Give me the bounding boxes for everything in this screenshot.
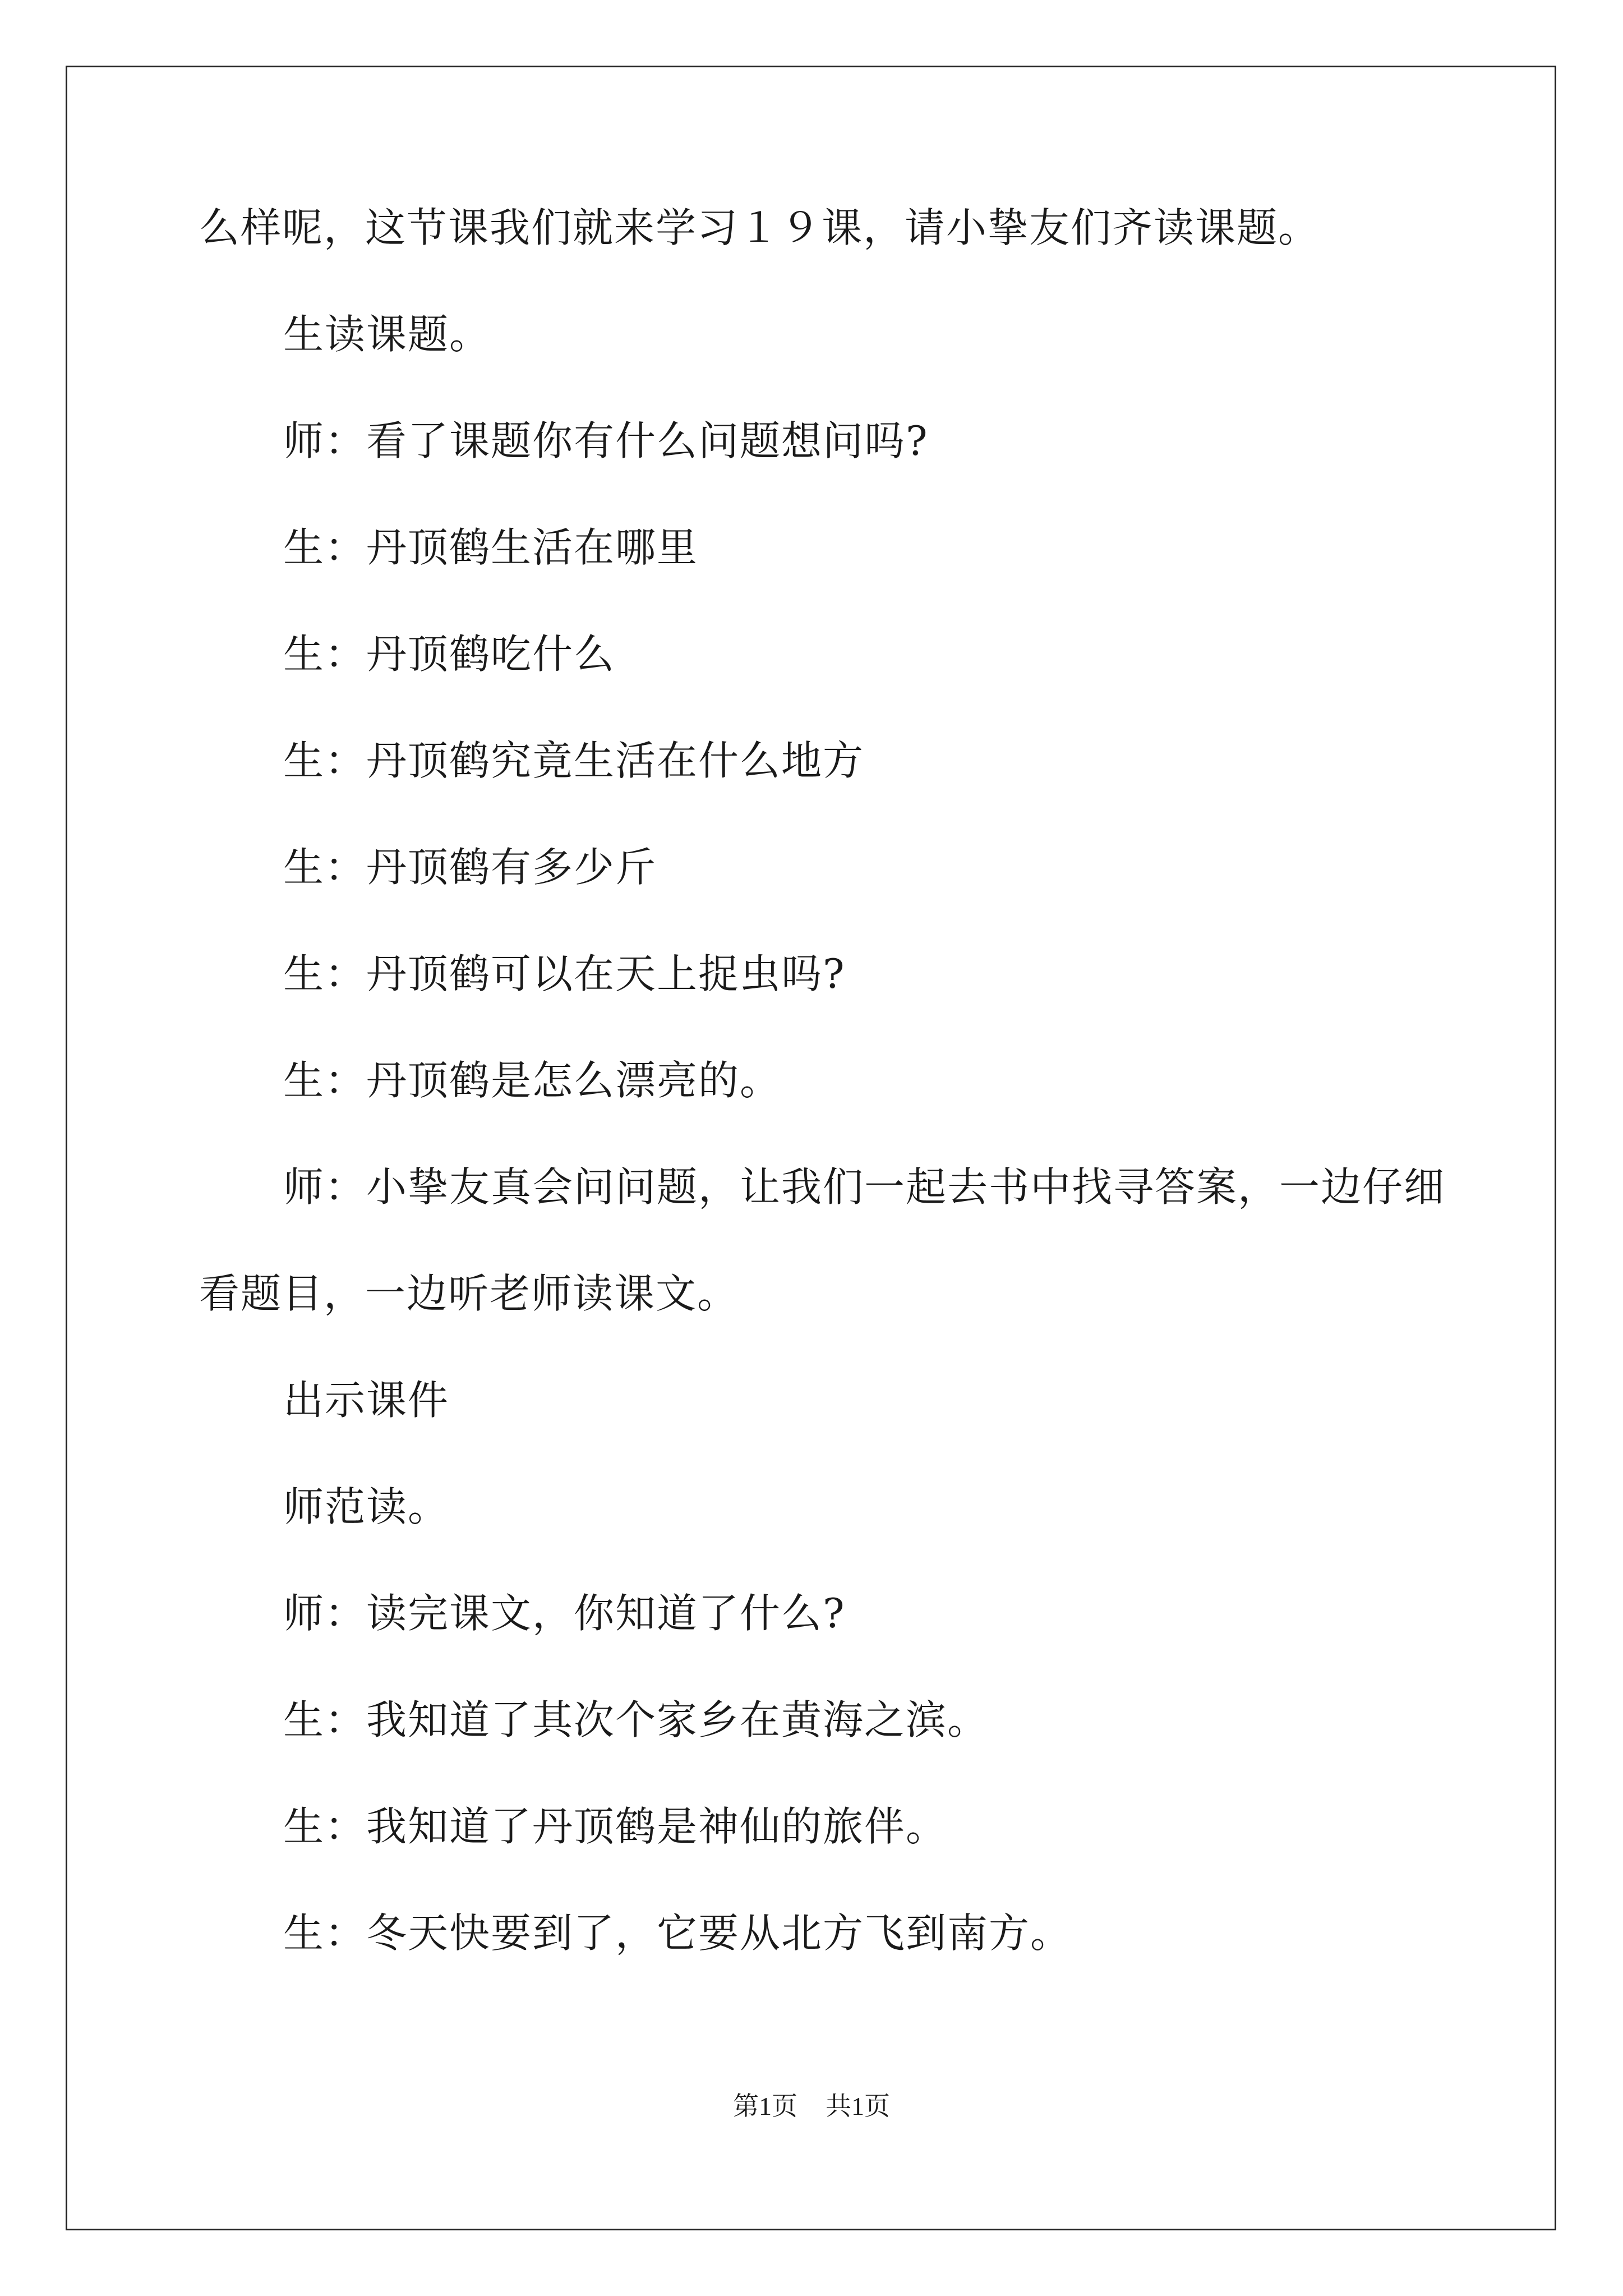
page-footer xyxy=(0,2092,1623,2120)
paragraph: 师：小挚友真会问问题，让我们一起去书中找寻答案，一边仔细 xyxy=(283,1163,1446,1211)
paragraph: 出示课件 xyxy=(283,1377,450,1424)
paragraph: 师：读完课文，你知道了什么? xyxy=(283,1590,846,1637)
paragraph: 么样呢，这节课我们就来学习１９课，请小挚友们齐读课题。 xyxy=(199,204,1320,251)
document-body xyxy=(199,204,1446,2019)
page-total: 共1页 xyxy=(826,2092,890,2120)
paragraph: 生：冬天快要到了，它要从北方飞到南方。 xyxy=(283,1910,1072,1957)
paragraph: 生：我知道了丹顶鹤是神仙的旅伴。 xyxy=(283,1803,948,1850)
paragraph: 生：丹顶鹤有多少斤 xyxy=(283,844,657,891)
paragraph: 生：丹顶鹤可以在天上捉虫吗? xyxy=(283,950,846,997)
paragraph: 生：丹顶鹤是怎么漂亮的。 xyxy=(283,1057,782,1104)
paragraph: 生：丹顶鹤生活在哪里 xyxy=(283,524,699,571)
paragraph: 生读课题。 xyxy=(283,311,491,358)
paragraph: 生：丹顶鹤吃什么 xyxy=(283,631,616,678)
paragraph: 师：看了课题你有什么问题想问吗? xyxy=(283,417,929,464)
paragraph: 师范读。 xyxy=(283,1483,450,1530)
paragraph: 生：我知道了其次个家乡在黄海之滨。 xyxy=(283,1696,989,1743)
paragraph: 看题目，一边听老师读课文。 xyxy=(199,1270,739,1317)
paragraph: 生：丹顶鹤究竟生活在什么地方 xyxy=(283,737,865,784)
page-number: 第1页 xyxy=(733,2092,797,2120)
